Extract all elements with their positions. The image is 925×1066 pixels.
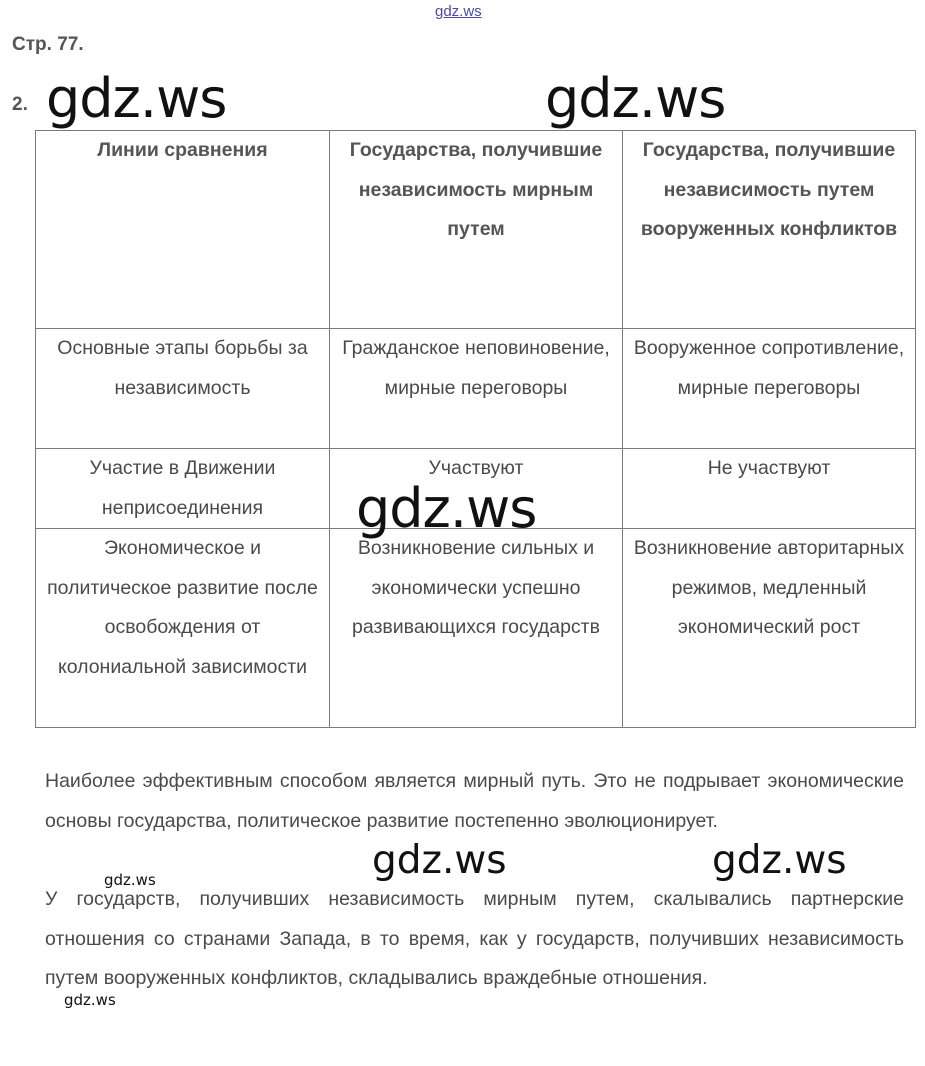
table-cell: Возникновение сильных и экономически успешно развивающихся государств xyxy=(330,529,623,728)
table-cell: Экономическое и политическое развитие после освобождения от колониальной зависимости xyxy=(36,529,330,728)
header-cell: Государства, получившие независимость мирным путем xyxy=(330,131,623,329)
table-cell: Участвуют xyxy=(330,449,623,529)
table-cell: Вооруженное сопротивление, мирные переговоры xyxy=(623,329,916,449)
table-cell: Гражданское неповиновение, мирные переговоры xyxy=(330,329,623,449)
watermark: gdz.ws xyxy=(372,838,507,883)
comparison-table xyxy=(35,130,916,728)
table-cell: Участие в Движении неприсоединения xyxy=(36,449,330,529)
task-number: 2. xyxy=(12,94,28,115)
site-link[interactable]: gdz.ws xyxy=(435,3,482,20)
watermark: gdz.ws xyxy=(46,67,227,130)
table-row xyxy=(36,329,916,449)
table-row xyxy=(36,529,916,728)
conclusion-paragraph-1: Наиболее эффективным способом является мирный путь. Это не подрывает экономические основы государства, политическое развитие постепенно эволюционирует. xyxy=(45,770,904,832)
header-cell: Линии сравнения xyxy=(36,131,330,329)
table-cell: Не участвуют xyxy=(623,449,916,529)
table-cell: Возникновение авторитарных режимов, медленный экономический рост xyxy=(623,529,916,728)
watermark: gdz.ws xyxy=(712,838,847,883)
page-reference: Стр. 77. xyxy=(12,34,84,55)
watermark: gdz.ws xyxy=(545,67,726,130)
watermark: gdz.ws xyxy=(356,477,537,540)
table-cell: Основные этапы борьбы за независимость xyxy=(36,329,330,449)
watermark: gdz.ws xyxy=(64,991,116,1009)
watermark: gdz.ws xyxy=(104,871,156,889)
table-header-row xyxy=(36,131,916,329)
header-cell: Государства, получившие независимость путем вооруженных конфликтов xyxy=(623,131,916,329)
conclusion-paragraph-2: У государств, получивших независимость мирным путем, скалывались партнерские отношения со странами Запада, в то время, как у государств, получивших независимость путем вооруженных конфликтов, складывались враждебные отношения. xyxy=(45,888,904,989)
